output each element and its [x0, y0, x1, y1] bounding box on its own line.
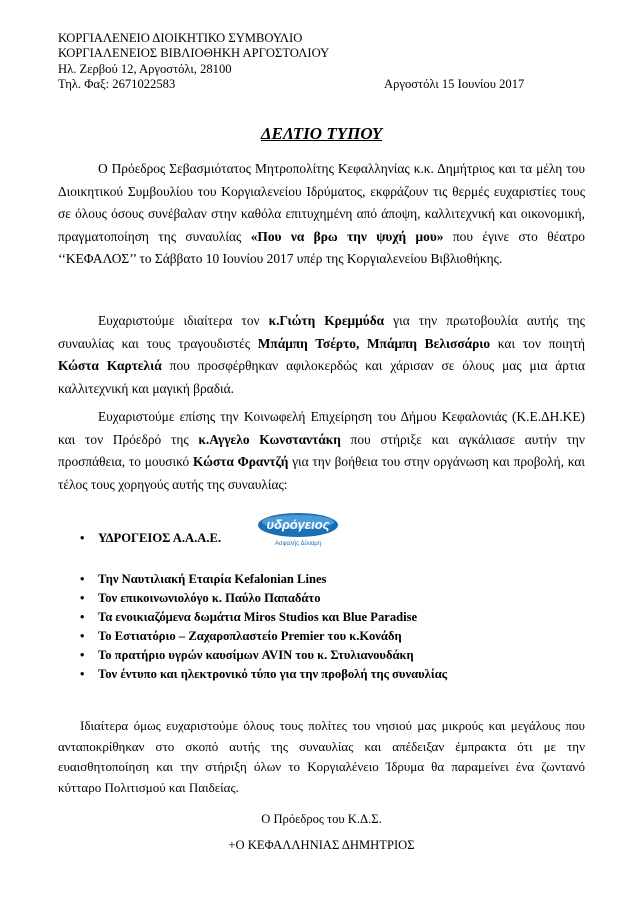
- signature-role: Ο Πρόεδρος του Κ.Δ.Σ.: [261, 812, 382, 826]
- list-item: • Τον επικοινωνιολόγο κ. Παύλο Παπαδάτο: [58, 589, 585, 608]
- header-org-line1: ΚΟΡΓΙΑΛΕΝΕΙΟ ΔΙΟΙΚΗΤΙΚΟ ΣΥΜΒΟΥΛΙΟ: [58, 31, 303, 45]
- paragraph-thanks-organizers: Ευχαριστούμε επίσης την Κοινωφελή Επιχείρηση του Δήμου Κεφαλονιάς (Κ.Ε.ΔΗ.ΚΕ) και τον Πρόεδρό της κ.Αγγελο Κωνσταντάκη που στήριξε και αγκάλιασε αυτήν την προσπάθεια, το μουσικό Κώστα Φραντζή για την βοήθεια του στην οργάνωση και προβολή, και τέλος τους χορηγούς αυτής της συναυλίας:: [58, 409, 585, 492]
- header-org-line2: ΚΟΡΓΙΑΛΕΝΕΙΟΣ ΒΙΒΛΙΟΘΗΚΗ ΑΡΓΟΣΤΟΛΙΟΥ: [58, 46, 330, 60]
- bullet-icon: •: [80, 572, 85, 586]
- bullet-icon: •: [80, 531, 85, 545]
- hydrogeios-logo: [254, 512, 342, 548]
- list-item: • Το πρατήριο υγρών καυσίμων AVIN του κ. Στυλιανουδάκη: [58, 646, 585, 665]
- bullet-icon: •: [80, 667, 85, 681]
- bullet-icon: •: [80, 610, 85, 624]
- bullet-icon: •: [80, 648, 85, 662]
- paragraph-thanks-artists: Ευχαριστούμε ιδιαίτερα τον κ.Γιώτη Κρεμμύδα για την πρωτοβουλία αυτής της συναυλίας και τους τραγουδιστές Μπάμπη Τσέρτο, Μπάμπη Βελισσάριο και τον ποιητή Κώστα Καρτελιά που προσφέρθηκαν αφιλοκερδώς και χάρισαν σε όλους μας μια άρτια καλλιτεχνική και μαγική βραδιά.: [58, 313, 586, 396]
- sponsor-list: [58, 570, 585, 684]
- list-item: • Την Ναυτιλιακή Εταιρία Kefalonian Lines: [58, 570, 585, 589]
- list-item: • Τον έντυπο και ηλεκτρονικό τύπο για την προβολή της συναυλίας: [58, 665, 585, 684]
- logo-text: υδρόγειος: [266, 517, 330, 532]
- logo-subtext: Ασφαλής Δύναμη: [274, 541, 322, 547]
- header-address: Ηλ. Ζερβού 12, Αργοστόλι, 28100: [58, 62, 232, 76]
- list-item: • Τα ενοικιαζόμενα δωμάτια Miros Studios και Blue Paradise: [58, 608, 585, 627]
- header-phone: Τηλ. Φαξ: 2671022583: [58, 77, 176, 91]
- header-date: Αργοστόλι 15 Ιουνίου 2017: [384, 77, 525, 91]
- list-item: • Το Εστιατόριο – Ζαχαροπλαστείο Premier του κ.Κονάδη: [58, 627, 585, 646]
- paragraph-intro: Ο Πρόεδρος Σεβασμιότατος Μητροπολίτης Κεφαλληνίας κ.κ. Δημήτριος και τα μέλη του Διοικητικού Συμβουλίου του Κοργιαλενείου Ιδρύματος, εκφράζουν τις θερμές ευχαριστίες τους σε όλους όσους συνέβαλαν στην καθόλα επιτυχημένη από άποψη, καλλιτεχνική και οικονομική, πραγματοποίηση της συναυλίας «Που να βρω την ψυχή μου» που έγινε στο θέατρο ‘‘ΚΕΦΑΛΟΣ’’ το Σάββατο 10 Ιουνίου 2017 υπέρ της Κοργιαλενείου Βιβλιοθήκης.: [58, 161, 586, 267]
- paragraph-closing: Ιδιαίτερα όμως ευχαριστούμε όλους τους πολίτες του νησιού μας μικρούς και μεγάλους που ανταποκρίθηκαν στο σκοπό αυτής της συναυλίας και απέδειξαν έμπρακτα ότι με την ευαισθητοποίηση και την στήριξη όλων το Κοργιαλένειο Ίδρυμα θα παραμείνει ένα ζωντανό κύτταρο Πολιτισμού και Παιδείας.: [58, 718, 585, 795]
- press-release-page: ΚΟΡΓΙΑΛΕΝΕΙΟ ΔΙΟΙΚΗΤΙΚΟ ΣΥΜΒΟΥΛΙΟ ΚΟΡΓΙΑΛΕΝΕΙΟΣ ΒΙΒΛΙΟΘΗΚΗ ΑΡΓΟΣΤΟΛΙΟΥ Ηλ. Ζερβού 12, Αργοστόλι, 28100 Τηλ. Φαξ: 2671022583 Αργοστόλι 15 Ιουνίου 2017 ΔΕΛΤΙΟ ΤΥΠΟΥ Ο Πρόεδρος Σεβασμιότατος Μητροπολίτης Κεφαλληνίας κ.κ. Δημήτριος και τα μέλη του Διοικητικού Συμβουλίου του Κοργιαλενείου Ιδρύματος, εκφράζουν τις θερμές ευχαριστίες τους σε όλους όσους συνέβαλαν στην καθόλα επιτυχημένη από άποψη, καλλιτεχνική και οικονομική, πραγματοποίηση της συναυλίας «Που να βρω την ψυχή μου» που έγινε στο θέατρο ‘‘ΚΕΦΑΛΟΣ’’ το Σάββατο 10 Ιουνίου 2017 υπέρ της Κοργιαλενείου Βιβλιοθήκης. Ευχαριστούμε ιδιαίτερα τον κ.Γιώτη Κρεμμύδα για την πρωτοβουλία αυτής της συναυλίας και τους τραγουδιστές Μπάμπη Τσέρτο, Μπάμπη Βελισσάριο και τον ποιητή Κώστα Καρτελιά που προσφέρθηκαν αφιλοκερδώς και χάρισαν σε όλους μας μια άρτια καλλιτεχνική και μαγική βραδιά. Ευχαριστούμε επίσης την Κοινωφελή Επιχείρηση του Δήμου Κεφαλονιάς (Κ.Ε.ΔΗ.ΚΕ) και τον Πρόεδρό της κ.Αγγελο Κωνσταντάκη που στήριξε και αγκάλιασε αυτήν την προσπάθεια, το μουσικό Κώστα Φραντζή για την βοήθεια του στην οργάνωση και προβολή, και τέλος τους χορηγούς αυτής της συναυλίας: • ΥΔΡΟΓΕΙΟΣ Α.Α.Α.Ε. υδρόγειος Ασφαλής Δύναμη • Την Ναυτιλιακή Εταιρία Kefalonian Lines • Τον επικοινωνιολόγο κ. Παύλο Παπαδάτο • Τα ενοικιαζόμενα δωμάτια Miros Studios και Blue Paradise • Το Εστιατόριο – Ζαχαροπλαστείο Premier του κ.Κονάδη • Το πρατήριο υγρών καυσίμων AVIN του κ. Στυλιανουδάκη • Τον έντυπο και ηλεκτρονικό τύπο για την προβολή της συναυλίας Ιδιαίτερα όμως ευχαριστούμε όλους τους πολίτες του νησιού μας μικρούς και μεγάλους που ανταποκρίθηκαν στο σκοπό αυτής της συναυλίας και απέδειξαν έμπρακτα ότι με την ευαισθητοποίηση και την στήριξη όλων το Κοργιαλένειο Ίδρυμα θα παραμείνει ένα ζωντανό κύτταρο Πολιτισμού και Παιδείας. Ο Πρόεδρος του Κ.Δ.Σ. +Ο ΚΕΦΑΛΛΗΝΙΑΣ ΔΗΜΗΤΡΙΟΣ: [0, 0, 643, 909]
- bullet-icon: •: [80, 591, 85, 605]
- page-title: ΔΕΛΤΙΟ ΤΥΠΟΥ: [260, 124, 383, 143]
- bullet-icon: •: [80, 629, 85, 643]
- signature-name: +Ο ΚΕΦΑΛΛΗΝΙΑΣ ΔΗΜΗΤΡΙΟΣ: [228, 838, 415, 852]
